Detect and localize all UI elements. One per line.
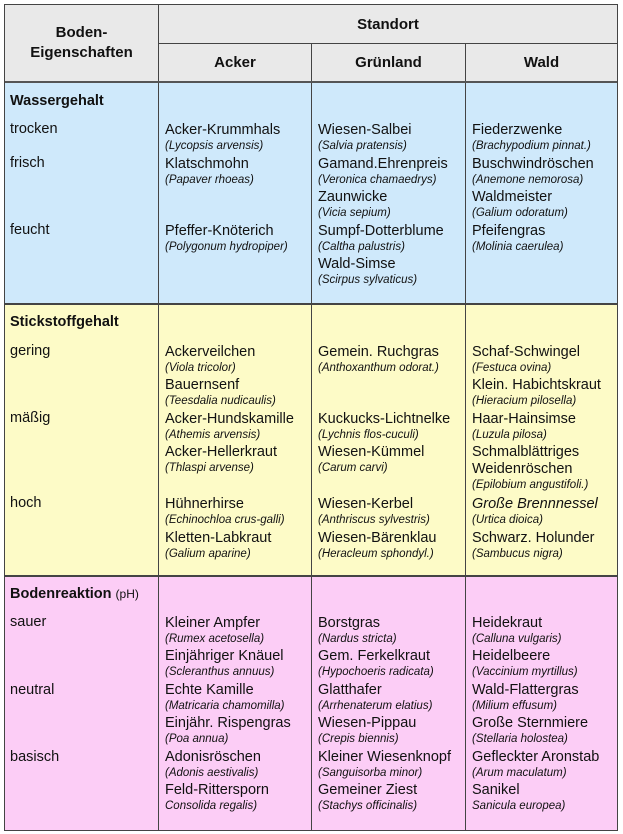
section-title-reaction: Bodenreaktion (pH) xyxy=(10,586,139,602)
plant-entry: Wiesen-Pippau (Crepis biennis) xyxy=(318,715,417,745)
plant-entry: Klatschmohn (Papaver rhoeas) xyxy=(165,156,254,186)
plant-entry: Acker-Krummhals (Lycopsis arvensis) xyxy=(165,122,281,152)
row-label-neutral: neutral xyxy=(10,682,55,698)
plant-entry: Haar-Hainsimse (Luzula pilosa) xyxy=(472,411,576,441)
section-title-nitrogen: Stickstoffgehalt xyxy=(10,314,119,330)
plant-entry: Große Sternmiere (Stellaria holostea) xyxy=(472,715,589,745)
plant-entry: Einjähr. Rispengras (Poa annua) xyxy=(165,715,291,745)
plant-entry: Bauernsenf (Teesdalia nudicaulis) xyxy=(165,377,276,407)
header-col-field: Acker xyxy=(159,44,311,81)
plant-entry: Klein. Habichtskraut (Hieracium pilosella) xyxy=(472,377,601,407)
plant-entry: Buschwindröschen (Anemone nemorosa) xyxy=(472,156,594,186)
grid-line xyxy=(158,43,617,44)
plant-entry: Wald-Flattergras (Milium effusum) xyxy=(472,682,579,712)
plant-entry: Heidekraut (Calluna vulgaris) xyxy=(472,615,562,645)
row-label-moderate: mäßig xyxy=(10,410,51,426)
plant-entry: Kuckucks-Lichtnelke (Lychnis flos-cuculi) xyxy=(318,411,451,441)
plant-entry: Adonisröschen (Adonis aestivalis) xyxy=(165,749,261,779)
plant-entry: Sumpf-Dotterblume (Caltha palustris) xyxy=(318,223,444,253)
plant-entry: Wiesen-Kümmel (Carum carvi) xyxy=(318,444,425,474)
plant-entry: Schmalblättriges xyxy=(472,444,580,460)
plant-entry: Acker-Hellerkraut (Thlaspi arvense) xyxy=(165,444,277,474)
plant-entry: Kletten-Labkraut (Galium aparine) xyxy=(165,530,272,560)
row-label-low: gering xyxy=(10,343,51,359)
row-label-dry: trocken xyxy=(10,121,58,137)
plant-entry: Pfeffer-Knöterich (Polygonum hydropiper) xyxy=(165,223,288,253)
row-label-moist: feucht xyxy=(10,222,50,238)
plant-entry: Feld-Rittersporn Consolida regalis) xyxy=(165,782,269,812)
section-title-water: Wassergehalt xyxy=(10,93,104,109)
ph-unit: (pH) xyxy=(115,587,139,601)
grid-line xyxy=(5,575,617,577)
plant-entry: Kleiner Ampfer (Rumex acetosella) xyxy=(165,615,265,645)
plant-entry: Heidelbeere (Vaccinium myrtillus) xyxy=(472,648,578,678)
plant-entry: Fiederzwenke (Brachypodium pinnat.) xyxy=(472,122,591,152)
plant-entry: Kleiner Wiesenknopf (Sanguisorba minor) xyxy=(318,749,451,779)
row-label-acidic: sauer xyxy=(10,614,47,630)
plant-entry: Gemeiner Ziest (Stachys officinalis) xyxy=(318,782,418,812)
row-label-fresh: frisch xyxy=(10,155,45,171)
grid-line xyxy=(5,303,617,305)
plant-entry: Weidenröschen (Epilobium angustifoli.) xyxy=(472,461,589,491)
plant-entry: Waldmeister (Galium odoratum) xyxy=(472,189,568,219)
plant-entry: Glatthafer (Arrhenaterum elatius) xyxy=(318,682,433,712)
header-soil-properties: Boden- Eigenschaften xyxy=(5,5,158,81)
row-label-basic: basisch xyxy=(10,749,60,765)
plant-entry: Einjähriger Knäuel (Scleranthus annuus) xyxy=(165,648,284,678)
plant-entry: Hühnerhirse (Echinochloa crus-galli) xyxy=(165,496,285,526)
plant-entry: Pfeifengras (Molinia caerulea) xyxy=(472,223,564,253)
plant-entry: Große Brennnessel (Urtica dioica) xyxy=(472,496,598,526)
row-label-high: hoch xyxy=(10,495,42,511)
plant-entry: Wiesen-Bärenklau (Heracleum sphondyl.) xyxy=(318,530,437,560)
plant-entry: Ackerveilchen (Viola tricolor) xyxy=(165,344,256,374)
plant-entry: Acker-Hundskamille (Athemis arvensis) xyxy=(165,411,294,441)
header-location: Standort xyxy=(159,5,617,43)
plant-entry: Borstgras (Nardus stricta) xyxy=(318,615,397,645)
plant-entry: Gamand.Ehrenpreis (Veronica chamaedrys) xyxy=(318,156,448,186)
plant-entry: Gefleckter Aronstab (Arum maculatum) xyxy=(472,749,600,779)
plant-entry: Wiesen-Kerbel (Anthriscus sylvestris) xyxy=(318,496,430,526)
plant-entry: Gemein. Ruchgras (Anthoxanthum odorat.) xyxy=(318,344,439,374)
plant-indicator-table xyxy=(4,4,618,831)
plant-entry: Wiesen-Salbei (Salvia pratensis) xyxy=(318,122,412,152)
header-col-grassland: Grünland xyxy=(312,44,465,81)
plant-entry: Wald-Simse (Scirpus sylvaticus) xyxy=(318,256,418,286)
plant-entry: Gem. Ferkelkraut (Hypochoeris radicata) xyxy=(318,648,434,678)
plant-entry: Schwarz. Holunder (Sambucus nigra) xyxy=(472,530,595,560)
plant-entry: Echte Kamille (Matricaria chamomilla) xyxy=(165,682,285,712)
plant-entry: Zaunwicke (Vicia sepium) xyxy=(318,189,391,219)
header-col-forest: Wald xyxy=(466,44,617,81)
grid-line xyxy=(5,81,617,83)
plant-entry: Sanikel Sanicula europea) xyxy=(472,782,566,812)
plant-entry: Schaf-Schwingel (Festuca ovina) xyxy=(472,344,580,374)
grid-line xyxy=(158,5,159,830)
